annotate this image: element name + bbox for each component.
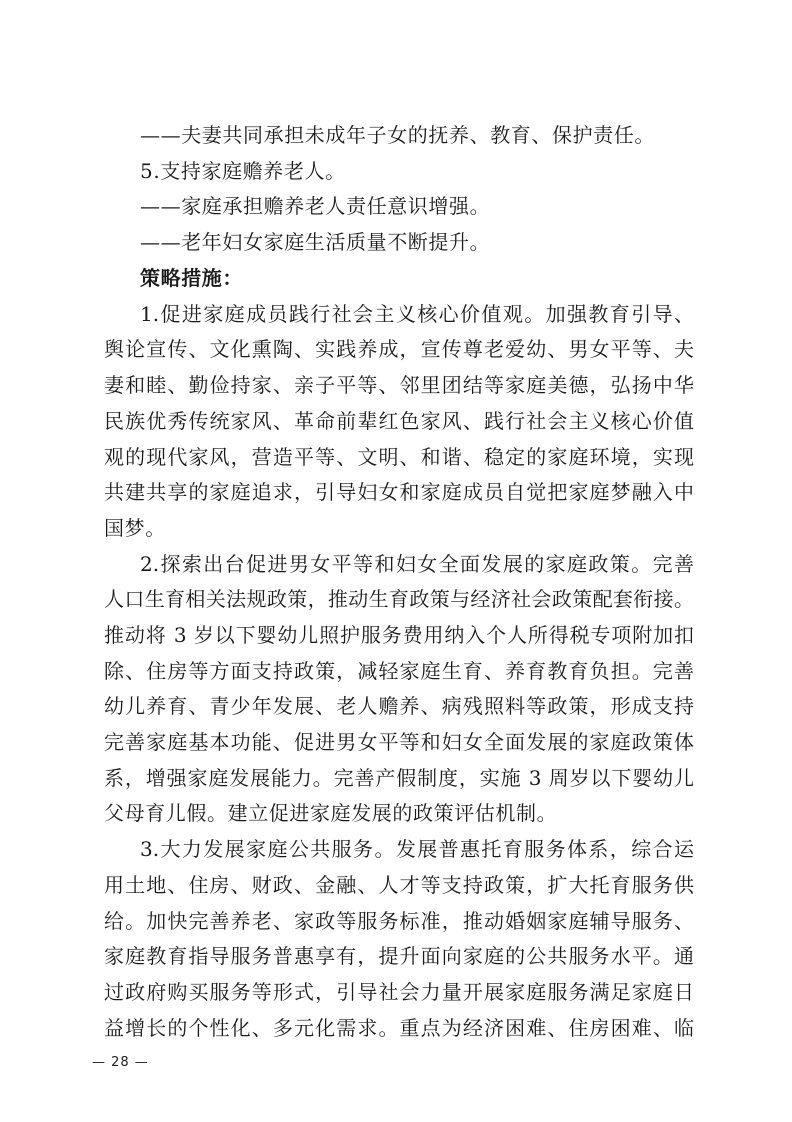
text-line: 5.支持家庭赡养老人。 <box>140 159 346 183</box>
text-line: 民族优秀传统家风、革命前辈红色家风、践行社会主义核心价值 <box>104 409 694 433</box>
text-line: 幼儿养育、青少年发展、老人赡养、病残照料等政策，形成支持 <box>104 694 694 718</box>
text-line: 共建共享的家庭追求，引导妇女和家庭成员自觉把家庭梦融入中 <box>104 480 694 504</box>
text-line: 3.大力发展家庭公共服务。发展普惠托育服务体系，综合运 <box>140 837 694 861</box>
text-line: 国梦。 <box>104 516 166 540</box>
text-line: 2.探索出台促进男女平等和妇女全面发展的家庭政策。完善 <box>140 552 694 576</box>
text-line: 人口生育相关法规政策，推动生育政策与经济社会政策配套衔接。 <box>104 587 694 611</box>
text-line: 家庭教育指导服务普惠享有，提升面向家庭的公共服务水平。通 <box>104 944 694 968</box>
text-line: 观的现代家风，营造平等、文明、和谐、稳定的家庭环境，实现 <box>104 445 694 469</box>
text-line: 用土地、住房、财政、金融、人才等支持政策，扩大托育服务供 <box>104 873 694 897</box>
text-line: 益增长的个性化、多元化需求。重点为经济困难、住房困难、临 <box>104 1016 694 1040</box>
page-number: — 28 — <box>92 1055 149 1070</box>
text-line: 推动将 3 岁以下婴幼儿照护服务费用纳入个人所得税专项附加扣 <box>104 623 694 647</box>
text-line: 完善家庭基本功能、促进男女平等和妇女全面发展的家庭政策体 <box>104 730 694 754</box>
text-line: ——老年妇女家庭生活质量不断提升。 <box>140 230 491 254</box>
text-line: 系，增强家庭发展能力。完善产假制度，实施 3 周岁以下婴幼儿 <box>104 766 694 790</box>
text-line: 1.促进家庭成员践行社会主义核心价值观。加强教育引导、 <box>140 302 694 326</box>
text-line: ——家庭承担赡养老人责任意识增强。 <box>140 194 491 218</box>
text-line: 父母育儿假。建立促进家庭发展的政策评估机制。 <box>104 801 558 825</box>
text-line: 舆论宣传、文化熏陶、实践养成，宣传尊老爱幼、男女平等、夫 <box>104 337 694 361</box>
text-line: ——夫妻共同承担未成年子女的抚养、教育、保护责任。 <box>140 123 655 147</box>
text-line: 过政府购买服务等形式，引导社会力量开展家庭服务满足家庭日 <box>104 980 694 1004</box>
text-line: 给。加快完善养老、家政等服务标准，推动婚姻家庭辅导服务、 <box>104 909 694 933</box>
section-heading: 策略措施： <box>140 266 243 290</box>
text-line: 妻和睦、勤俭持家、亲子平等、邻里团结等家庭美德，弘扬中华 <box>104 373 694 397</box>
text-line: 除、住房等方面支持政策，减轻家庭生育、养育教育负担。完善 <box>104 659 694 683</box>
